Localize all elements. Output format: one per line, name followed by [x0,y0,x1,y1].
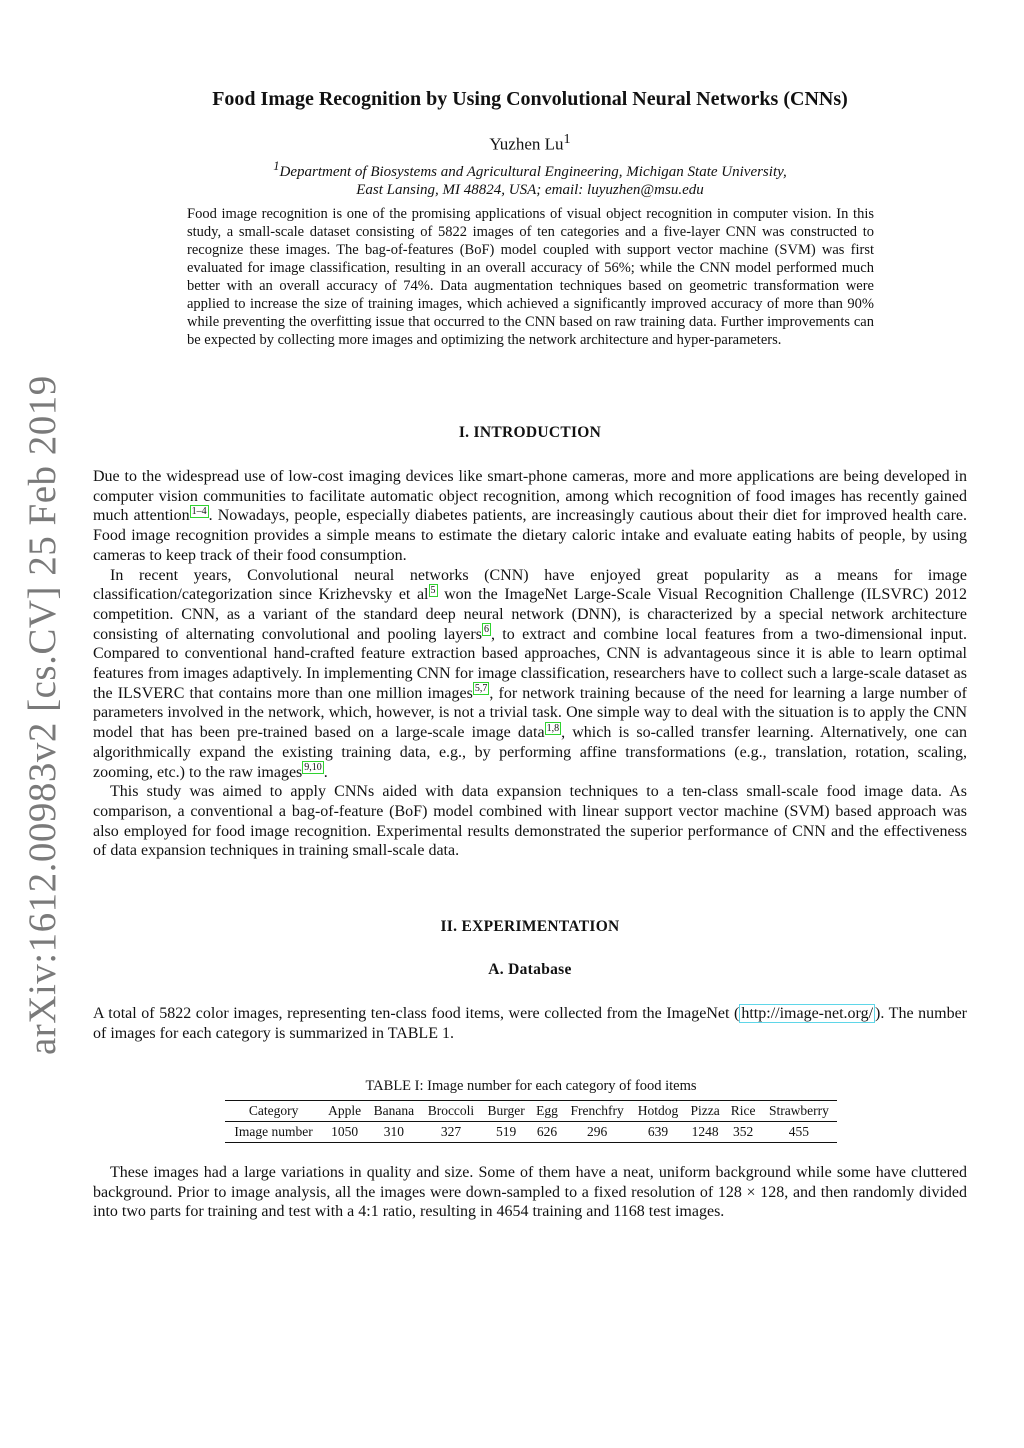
arxiv-id: arXiv:1612.00983v2 [cs.CV] 25 Feb 2019 [21,375,64,1055]
table-cell: 296 [586,1124,608,1139]
table-cell: 626 [536,1124,558,1139]
paper-title: Food Image Recognition by Using Convolutional Neural Networks (CNNs) [212,88,848,110]
introduction-body [93,467,967,861]
abstract: Food image recognition is one of the promising applications of visual object recognition in computer vision. In this study, a small-scale dataset consisting of 5822 images of ten categories and a five-layer CNN was constructed to recognize these images. The bag-of-features (BoF) model coupled with support vector machine (SVM) was first evaluated for image classification, resulting in an overall accuracy of 56%; while the CNN model performed much better with an overall accuracy of 74%. Data augmentation techniques based on geometric transformation were applied to increase the size of training images, which achieved a significantly improved accuracy of more than 90% while preventing the overfitting issue that occurred to the CNN based on raw training data. Further improvements can be expected by collecting more images and optimizing the network architecture and hyper-parameters. [187,206,874,348]
affiliation [90,157,970,199]
table-cell: 352 [733,1124,754,1139]
database-body [93,1004,967,1043]
citation-link[interactable]: 1–4 [191,506,207,518]
table-header-cell: Frenchfry [563,1101,631,1122]
table-cell: 310 [383,1124,405,1139]
after-table-paragraph: These images had a large variations in quality and size. Some of them have a neat, uniform background while some have cluttered background. Prior to image analysis, all the images were down-sampled to a fixed resolution of 128 × 128, and then randomly divided into two parts for training and test with a 4:1 ratio, resulting in 4654 training and 1168 test images. [93,1164,967,1221]
citation-link[interactable]: 5,7 [474,683,488,695]
table-cell: 455 [788,1124,810,1139]
table-row [225,1122,837,1143]
table-header-cell: Apple [322,1101,367,1122]
subsection-heading-database: A. Database [488,961,572,978]
table-header-cell: Hotdog [631,1101,685,1122]
table-header-cell: Strawberry [761,1101,837,1122]
table-cell: 1248 [691,1124,719,1139]
table-header-cell: Category [225,1101,322,1122]
citation-link[interactable]: 5 [430,584,436,596]
table-cell: 519 [495,1124,517,1139]
table-cell: Image number [234,1124,313,1139]
author-sup: 1 [563,131,571,147]
intro-paragraph-2: In recent years, Convolutional neural networks (CNN) have enjoyed great popularity as a means for image classification/categorization since Krizhevsky et al $^5$ won the ImageNet Large-Scale Visual Recognition Challenge (ILSVRC) 2012 competition. CNN, as a variant of the standard deep neural network (DNN), is characterized by a special network architecture consisting of alternating convolutional and pooling layers $^6$ , to extract and combine local features from a two-dimensional input. Compared to conventional hand-crafted feature extraction based approaches, CNN is advantageous since it is able to learn optimal features from images adaptively. In implementing CNN for image classification, researchers have to collect such a large-scale dataset as the ILSVERC that contains more than one million images $^{5,7}$ , for network training because of the need for learning a large number of parameters involved in the network, which, however, is not a trivial task. One simple way to deal with the situation is to apply the CNN model that has been pre-trained based on a large-scale image data $^{1,8}$ , which is so-called transfer learning. Alternatively, one can algorithmically expand the existing training data, e.g., by performing affine transformations (e.g., translation, rotation, scaling, zooming, etc.) to the raw images $^{9,10}$ . [93,566,968,781]
table-cell: 327 [440,1124,462,1139]
intro-paragraph-3: This study was aimed to apply CNNs aided with data expansion techniques to a ten-class small-scale food image data. As comparison, a conventional a bag-of-feature (BoF) model combined with linear support vector machine (SVM) based approach was also employed for food image recognition. Experimental results demonstrated the superior performance of CNN and the effectiveness of data expansion techniques in training small-scale data. [93,783,967,860]
affil-sup: 1 [273,159,280,173]
table-header-cell: Egg [531,1101,563,1122]
food-category-table [225,1100,837,1143]
table-header-cell: Banana [367,1101,421,1122]
after-table-body [93,1163,967,1222]
table-header-cell: Broccoli [421,1101,482,1122]
affil-line-2: East Lansing, MI 48824, USA; email: luyuzhen@msu.edu [356,182,704,198]
table-header-cell: Rice [725,1101,760,1122]
imagenet-link[interactable]: http://image-net.org/ [741,1005,874,1022]
arxiv-side-stamp [20,375,70,1055]
section-heading-experimentation: II. EXPERIMENTATION [440,918,620,935]
table-header-cell: Pizza [685,1101,726,1122]
intro-paragraph-1: Due to the widespread use of low-cost imaging devices like smart-phone cameras, more and more applications are being developed in computer vision communities to facilitate automatic object recognition, among which recognition of food images has recently gained much attention $^{1-4}$ . Nowadays, people, especially diabetes patients, are increasingly cautious about their diet for improved health care. Food image recognition provides a simple means to estimate the dietary caloric intake and evaluate eating habits of people, by using cameras to keep track of their food consumption. [93,468,968,564]
citation-link[interactable]: 1,8 [546,722,560,734]
table-caption: TABLE I: Image number for each category of food items [365,1078,697,1094]
table-header-cell: Burger [481,1101,531,1122]
citation-link[interactable]: 6 [483,624,489,636]
affil-line-1: Department of Biosystems and Agricultural Engineering, Michigan State University, [279,164,787,180]
table-cell: 1050 [331,1124,359,1139]
table-header-row [225,1101,837,1122]
citation-link[interactable]: 9,10 [304,762,322,774]
table-cell: 639 [647,1124,669,1139]
author-name: Yuzhen Lu [489,134,564,154]
author-line [90,131,970,155]
section-heading-introduction: I. INTRODUCTION [458,424,602,441]
database-paragraph: A total of 5822 color images, representing ten-class food items, were collected from the ImageNet ( http://image-net.org/ ). The number of images for each category is summarized in TABLE 1. [93,1005,968,1042]
